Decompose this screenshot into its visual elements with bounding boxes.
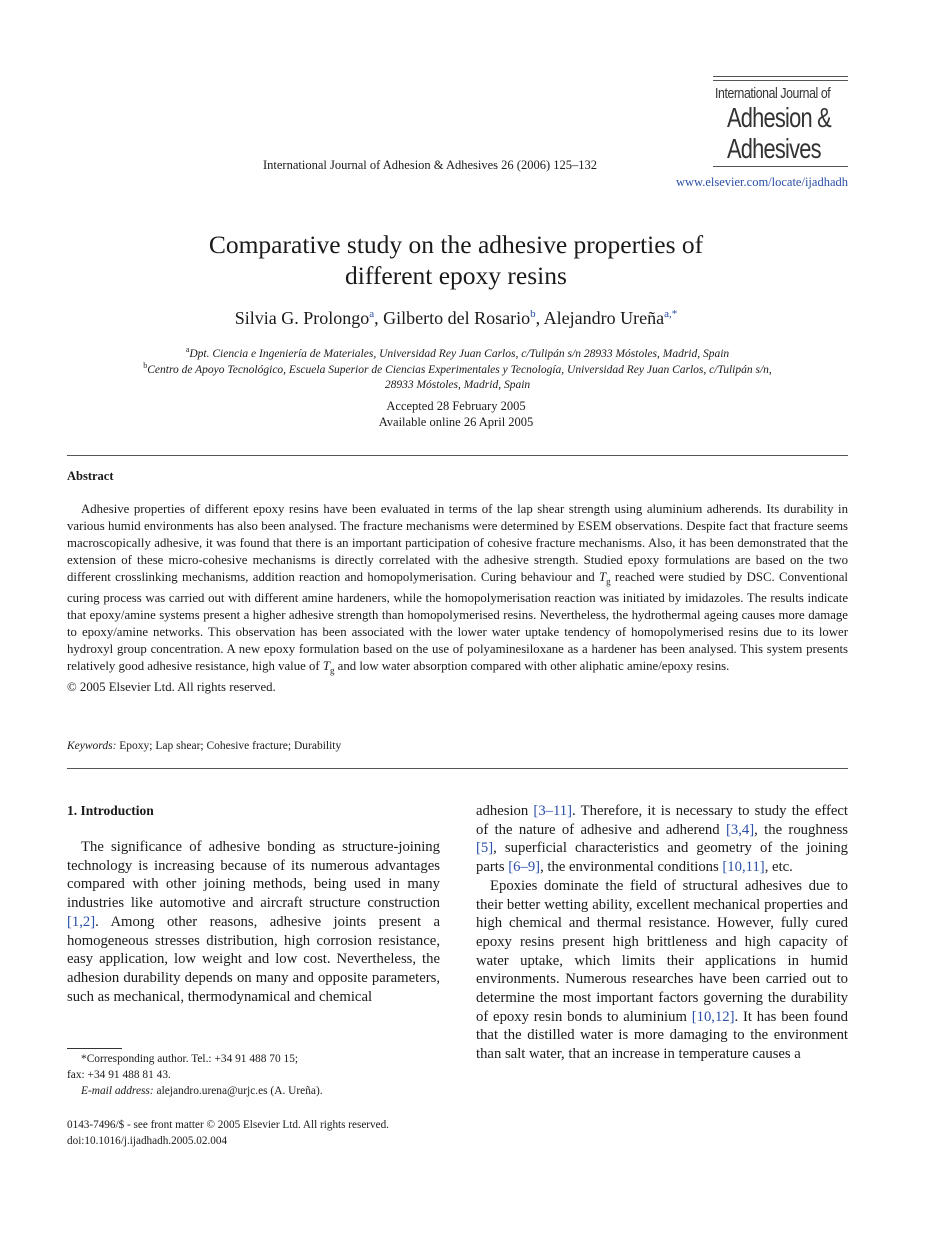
abstract-text: and low water absorption compared with other aliphatic amine/epoxy resins. xyxy=(334,658,730,673)
author-affiliation-mark[interactable]: a,* xyxy=(664,308,678,320)
body-text: . Therefore, it is necessary to study the effect of the nature of adhesive and adherend xyxy=(476,803,848,838)
body-text: , the environmental conditions xyxy=(540,859,723,876)
logo-rule-top xyxy=(713,76,848,77)
affiliation-mark: b xyxy=(143,361,148,370)
divider-bottom xyxy=(67,768,848,769)
citation-link[interactable]: [6–9] xyxy=(508,859,541,876)
abstract-body xyxy=(67,501,848,696)
footnote-rule xyxy=(67,1048,122,1049)
intro-left-column xyxy=(67,838,440,1006)
intro-paragraph-2 xyxy=(476,877,848,1064)
abstract-copyright: © 2005 Elsevier Ltd. All rights reserved. xyxy=(67,680,276,695)
logo-line-3: Adhesives xyxy=(727,133,821,164)
journal-citation: International Journal of Adhesion & Adhesives 26 (2006) 125–132 xyxy=(263,158,597,172)
body-text: , etc. xyxy=(764,859,793,876)
body-text: Epoxies dominate the field of structural adhesives due to their better wetting ability, excellent mechanical properties and high chemical and thermal resistance. However, fully cured epoxy resins present high brittleness and high capacity of water uptake, which limits their applications in humid environments. Numerous researches have been carried out to determine the most important factors governing the durability of epoxy resin bonds to aluminium xyxy=(476,877,848,1025)
keywords xyxy=(67,740,341,752)
author-name: Gilberto del Rosario xyxy=(383,308,531,328)
divider-top xyxy=(67,455,848,456)
author-name: Alejandro Ureña xyxy=(543,308,665,328)
citation-link[interactable]: [10,11] xyxy=(722,859,765,876)
affiliation-mark: a xyxy=(185,345,190,354)
affiliation-text: Centro de Apoyo Tecnológico, Escuela Superior de Ciencias Experimentales y Tecnología, Universidad Rey Juan Carlos, c/Tulipán s/n, xyxy=(147,363,772,376)
abstract-heading: Abstract xyxy=(67,469,114,483)
author-list xyxy=(100,308,812,329)
body-text: , the roughness xyxy=(754,821,848,838)
footnote-tel: *Corresponding author. Tel.: +34 91 488 70 15; xyxy=(81,1053,299,1065)
body-text: The significance of adhesive bonding as structure-joining technology is increasing because of its numerous advantages compared with other joining methods, being used in many industries like automotive and aircraft structure construction xyxy=(67,839,440,912)
affiliation-b xyxy=(90,358,825,393)
section-heading-introduction: 1. Introduction xyxy=(67,803,154,818)
affiliation-text-cont: 28933 Móstoles, Madrid, Spain xyxy=(384,378,531,391)
front-matter xyxy=(67,1117,389,1149)
citation-link[interactable]: [1,2] xyxy=(67,913,96,930)
author-separator: , xyxy=(374,308,384,328)
affiliation-text: Dpt. Ciencia e Ingeniería de Materiales, Universidad Rey Juan Carlos, c/Tulipán s/n 28933 Móstoles, Madrid, Spain xyxy=(189,347,730,360)
tg-symbol: T xyxy=(322,658,330,673)
body-text: adhesion xyxy=(476,803,534,819)
logo-rule-bottom xyxy=(713,166,848,167)
citation-link[interactable]: [5] xyxy=(476,840,494,857)
citation-link[interactable]: [3–11] xyxy=(533,803,573,819)
journal-url-link[interactable]: www.elsevier.com/locate/ijadhadh xyxy=(675,175,848,189)
body-text: , superficial characteristics and geometry of the joining parts xyxy=(476,840,848,876)
doi-line[interactable]: doi:10.1016/j.ijadhadh.2005.02.004 xyxy=(67,1135,228,1147)
corresponding-author-footnote xyxy=(67,1051,323,1099)
author-separator: , xyxy=(535,308,544,328)
tg-subscript: g xyxy=(606,576,611,587)
tg-subscript: g xyxy=(329,665,335,676)
intro-right-column xyxy=(476,802,848,1064)
author-affiliation-mark[interactable]: a xyxy=(369,308,375,320)
author-name: Silvia G. Prolongo xyxy=(234,308,370,328)
journal-logo[interactable] xyxy=(713,76,848,170)
email-address[interactable]: alejandro.urena@urjc.es (A. Ureña). xyxy=(156,1085,323,1097)
keywords-text: Epoxy; Lap shear; Cohesive fracture; Durability xyxy=(119,740,342,752)
intro-paragraph-1-cont xyxy=(476,802,848,877)
footnote-fax: fax: +34 91 488 81 43. xyxy=(67,1069,171,1081)
title-line-2: different epoxy resins xyxy=(345,261,567,290)
citation-link[interactable]: [3,4] xyxy=(725,821,755,838)
article-dates xyxy=(100,398,812,430)
available-online-date: Available online 26 April 2005 xyxy=(378,415,534,429)
email-label: E-mail address: xyxy=(81,1085,154,1097)
body-text: . It has been found that the distilled water is more damaging to the environment than salt water, that an increase in temperature causes a xyxy=(476,1008,848,1063)
issn-line: 0143-7496/$ - see front matter © 2005 Elsevier Ltd. All rights reserved. xyxy=(67,1119,389,1131)
abstract-text: reached were studied by DSC. Conventional curing process was carried out with different amine hardeners, while the homopolymerisation reaction was initiated by imidazoles. The results indicate that epoxy/amine systems present a higher adhesive strength than homopolymerised resins. Nevertheless, the hydrothermal ageing causes more damage to epoxy/amine networks. This observation has been associated with the lower water uptake tendency of homopolymerised resins due to its lower hydroxyl group concentration. A new epoxy formulation based on the use of polyaminesiloxane as a hardener has been analysed. This system presents relatively good adhesive resistance, high value of xyxy=(67,569,848,673)
abstract-text: Adhesive properties of different epoxy resins have been evaluated in terms of the lap shear strength using aluminium adherends. Its durability in various humid environments has also been analysed. The fracture mechanisms were determined by ESEM observations. Despite fact that fracture seems macroscopically adhesive, it was found that there is an important participation of cohesive fracture mechanisms. Also, it has been demonstrated that the extension of these micro-cohesive mechanisms is directly correlated with the adhesive strength. Studied epoxy formulations are based on the two different crosslinking mechanisms, addition reaction and homopolymerisation. Curing behaviour and xyxy=(67,502,848,584)
citation-link[interactable]: [10,12] xyxy=(691,1008,735,1025)
title-line-1: Comparative study on the adhesive properties of xyxy=(208,230,704,259)
keywords-label: Keywords: xyxy=(67,740,117,752)
logo-line-2: Adhesion & xyxy=(727,102,831,133)
body-text: . Among other reasons, adhesive joints present a homogeneous stresses distribution, high corrosion resistance, easy application, low weight and low cost. Nevertheless, the adhesion durability depends on many and opposite parameters, such as mechanical, thermodynamical and chemical xyxy=(67,913,440,1005)
accepted-date: Accepted 28 February 2005 xyxy=(386,399,526,413)
author-affiliation-mark[interactable]: b xyxy=(530,308,536,320)
logo-rule-top-thin xyxy=(713,80,848,81)
article-title xyxy=(100,229,812,291)
intro-paragraph-1 xyxy=(67,838,440,1006)
logo-line-1: International Journal of xyxy=(715,85,831,102)
tg-symbol: T xyxy=(598,569,607,584)
